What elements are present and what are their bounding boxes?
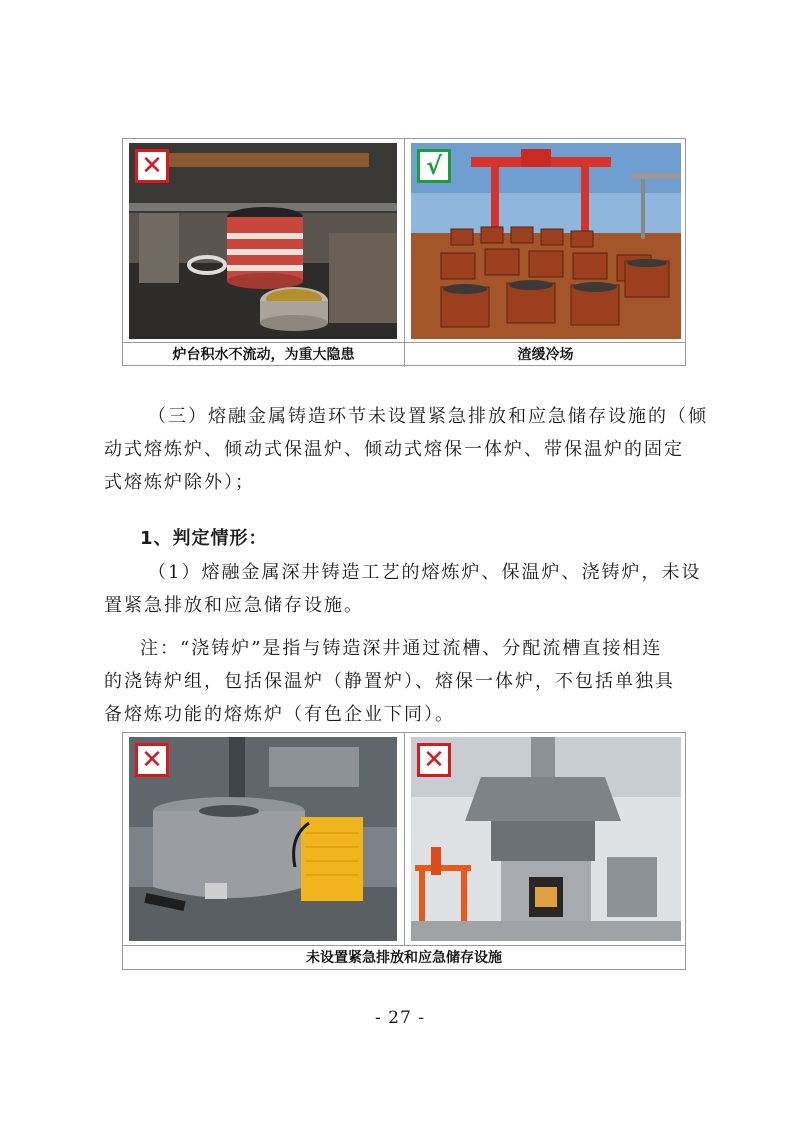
figure-table-2 xyxy=(122,732,686,970)
text-line: （1）熔融金属深井铸造工艺的熔炼炉、保温炉、浇铸炉，未设 xyxy=(148,562,702,583)
text-line: 动式熔炼炉、倾动式保温炉、倾动式熔保一体炉、带保温炉的固定 xyxy=(104,439,684,460)
photo-induction-furnace xyxy=(129,737,397,941)
photo-furnace-platform-water xyxy=(129,143,397,339)
text-line: 置紧急排放和应急储存设施。 xyxy=(104,595,364,616)
text-line: 备熔炼功能的熔炼炉（有色企业下同）。 xyxy=(104,704,455,725)
section-intro xyxy=(104,400,708,499)
text-line: 注：“浇铸炉”是指与铸造深井通过流槽、分配流槽直接相连 xyxy=(140,638,663,659)
wrong-mark-icon: ✕ xyxy=(417,743,451,777)
note-text xyxy=(104,632,704,731)
case-1-text xyxy=(104,556,704,622)
text-line: 的浇铸炉组，包括保温炉（静置炉）、熔保一体炉，不包括单独具 xyxy=(104,671,675,692)
page-number: - 27 - xyxy=(375,1008,425,1028)
caption-left: 炉台积水不流动，为重大隐患 xyxy=(172,347,355,363)
caption-figure-2: 未设置紧急排放和应急储存设施 xyxy=(306,950,502,966)
section-heading: 1、判定情形： xyxy=(140,528,268,549)
caption-right: 渣缓冷场 xyxy=(517,347,574,363)
wrong-mark-icon: ✕ xyxy=(135,743,169,777)
correct-mark-icon: √ xyxy=(417,149,451,183)
text-line: 式熔炼炉除外）； xyxy=(104,472,255,493)
photo-slag-cooling-yard xyxy=(411,143,681,339)
cell-divider xyxy=(404,733,405,945)
wrong-mark-icon: ✕ xyxy=(135,149,169,183)
text-line: （三）熔融金属铸造环节未设置紧急排放和应急储存设施的（倾 xyxy=(148,406,708,427)
figure-table-1 xyxy=(122,138,686,366)
cell-divider xyxy=(404,139,405,367)
photo-holding-furnace xyxy=(411,737,681,941)
